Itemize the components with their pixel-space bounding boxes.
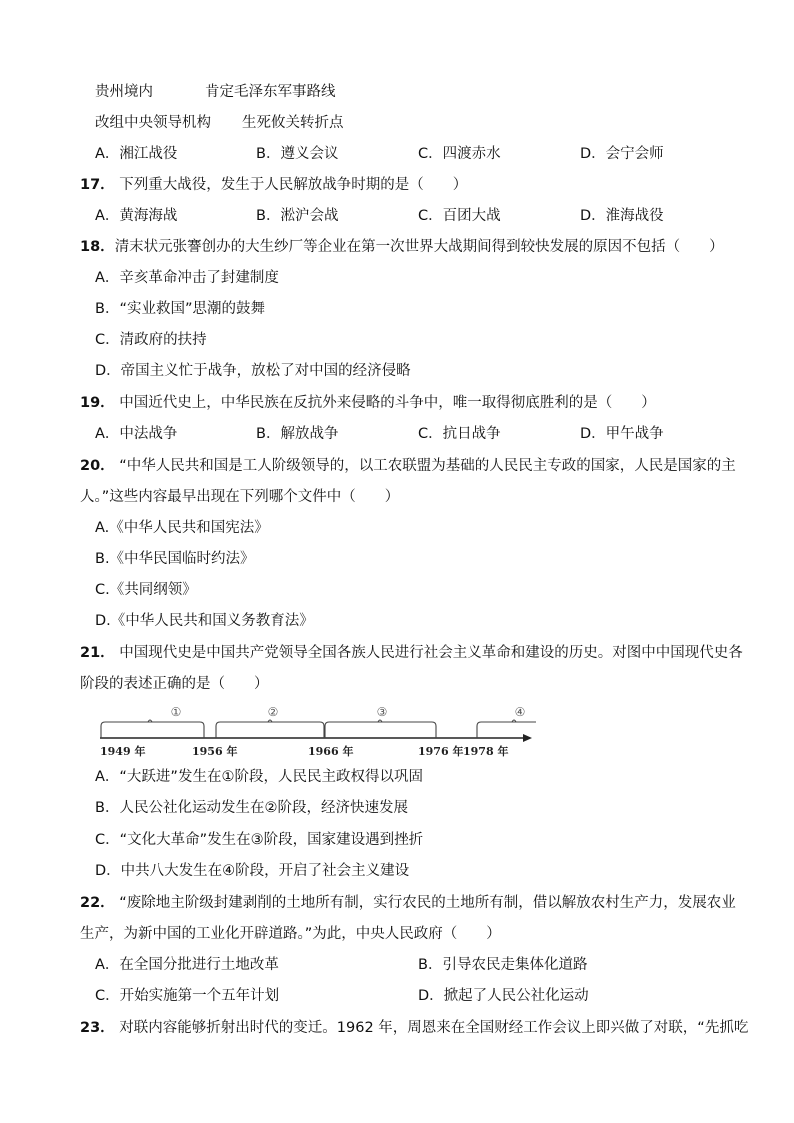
- year-label-1976: 1976 年: [418, 745, 464, 758]
- q19-option-b: B．解放战争: [256, 426, 339, 442]
- q16-clue-3: 改组中央领导机构: [95, 115, 211, 131]
- q18-option-d: D．帝国主义忙于战争，放松了对中国的经济侵略: [95, 363, 411, 379]
- q17-option-c: C．百团大战: [418, 208, 501, 224]
- stage-2-bracket: [216, 722, 324, 738]
- stage-3-bracket: [325, 722, 436, 738]
- q18-option-a: A．辛亥革命冲击了封建制度: [95, 270, 279, 286]
- q17-option-b: B．淞沪会战: [256, 208, 339, 224]
- stage-label-2: ②: [267, 705, 279, 719]
- q22-number: 22．: [80, 895, 115, 911]
- q20-text-1: “中华人民共和国是工人阶级领导的，以工农联盟为基础的人民民主专政的国家，人民是国家的主: [119, 458, 736, 474]
- q21-stem-line-2: 阶段的表述正确的是（ ）: [80, 676, 269, 692]
- q20-option-c: C.《共同纲领》: [95, 582, 197, 598]
- q20-option-b: B.《中华民国临时约法》: [95, 551, 255, 567]
- q18-number: 18．: [80, 239, 115, 255]
- q19-stem: [80, 393, 656, 413]
- q22-stem-line-2: 生产，为新中国的工业化开辟道路。”为此，中央人民政府（ ）: [80, 926, 501, 942]
- q16-option-c: C．四渡赤水: [418, 146, 501, 162]
- q21-option-a: A．“大跃进”发生在①阶段，人民民主政权得以巩固: [95, 769, 423, 785]
- q17-text: 下列重大战役，发生于人民解放战争时期的是（ ）: [119, 177, 468, 193]
- year-label-1966: 1966 年: [308, 745, 354, 758]
- q21-timeline: [96, 700, 546, 762]
- q22-text-1: “废除地主阶级封建剥削的土地所有制，实行农民的土地所有制，借以解放农村生产力，发展农业: [119, 895, 736, 911]
- q20-option-d: D.《中华人民共和国义务教育法》: [95, 613, 314, 629]
- q17-number: 17．: [80, 177, 115, 193]
- q21-option-b: B．人民公社化运动发生在②阶段，经济快速发展: [95, 800, 408, 816]
- q23-number: 23．: [80, 1020, 115, 1036]
- q18-text: 清末状元张謇创办的大生纱厂等企业在第一次世界大战期间得到较快发展的原因不包括（ ）: [114, 239, 724, 255]
- q16-option-d: D．会宁会师: [580, 146, 664, 162]
- q20-stem-line-2: 人。”这些内容最早出现在下列哪个文件中（ ）: [80, 489, 400, 505]
- q21-option-c: C．“文化大革命”发生在③阶段，国家建设遇到挫折: [95, 832, 424, 848]
- q20-number: 20．: [80, 458, 115, 474]
- q21-option-d: D．中共八大发生在④阶段，开启了社会主义建设: [95, 863, 410, 879]
- q19-number: 19．: [80, 395, 115, 411]
- q20-option-a: A.《中华人民共和国宪法》: [95, 520, 269, 536]
- stage-1-bracket: [101, 722, 204, 738]
- q16-clue-4: 生死攸关转折点: [242, 115, 344, 131]
- q18-stem: [80, 237, 724, 257]
- q16-option-a: A．湘江战役: [95, 146, 178, 162]
- q21-stem-line-1: [80, 643, 743, 663]
- q22-option-a: A．在全国分批进行土地改革: [95, 957, 279, 973]
- q22-option-d: D．掀起了人民公社化运动: [418, 988, 589, 1004]
- q19-option-a: A．中法战争: [95, 426, 178, 442]
- q20-stem-line-1: [80, 456, 736, 476]
- q17-stem: [80, 175, 467, 195]
- q16-clue-1: 贵州境内: [95, 84, 153, 100]
- q17-option-d: D．淮海战役: [580, 208, 664, 224]
- q23-stem-line-1: [80, 1018, 748, 1038]
- timeline-arrow-icon: [523, 734, 532, 742]
- q22-option-c: C．开始实施第一个五年计划: [95, 988, 280, 1004]
- q16-clue-2: 肯定毛泽东军事路线: [205, 84, 336, 100]
- q16-option-b: B．遵义会议: [256, 146, 339, 162]
- q21-text-1: 中国现代史是中国共产党领导全国各族人民进行社会主义革命和建设的历史。对图中中国现代史各: [119, 645, 743, 661]
- stage-4-bracket: [477, 722, 536, 738]
- q21-number: 21．: [80, 645, 115, 661]
- stage-label-3: ③: [376, 705, 388, 719]
- stage-label-1: ①: [170, 705, 182, 719]
- q17-option-a: A．黄海海战: [95, 208, 178, 224]
- year-label-1956: 1956 年: [192, 745, 238, 758]
- q18-option-b: B．“实业救国”思潮的鼓舞: [95, 301, 265, 317]
- q23-text-1: 对联内容能够折射出时代的变迁。1962 年，周恩来在全国财经工作会议上即兴做了对联，“先抓吃: [119, 1020, 749, 1036]
- q22-option-b: B．引导农民走集体化道路: [418, 957, 588, 973]
- q22-stem-line-1: [80, 893, 736, 913]
- q19-option-c: C．抗日战争: [418, 426, 501, 442]
- year-label-1978: 1978 年: [463, 745, 509, 758]
- q18-option-c: C．清政府的扶持: [95, 332, 207, 348]
- year-label-1949: 1949 年: [100, 745, 146, 758]
- q19-option-d: D．甲午战争: [580, 426, 664, 442]
- q19-text: 中国近代史上，中华民族在反抗外来侵略的斗争中，唯一取得彻底胜利的是（ ）: [119, 395, 656, 411]
- stage-label-4: ④: [514, 705, 526, 719]
